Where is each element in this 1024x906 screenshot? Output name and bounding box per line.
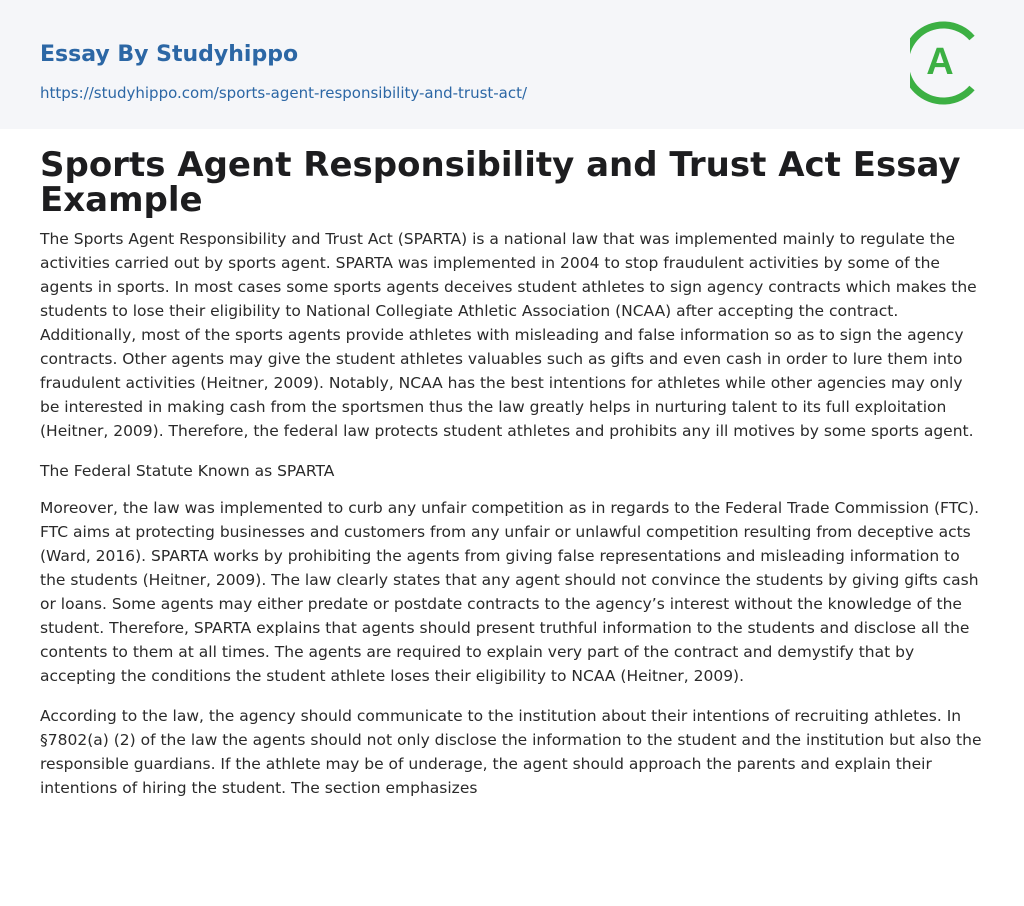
page-title: Sports Agent Responsibility and Trust Act Essay Example: [40, 145, 961, 220]
article-paragraph: The Sports Agent Responsibility and Trust Act (SPARTA) is a national law that was implemented mainly to regulate the activities carried out by sports agent. SPARTA was implemented in 2004 to stop fraudulent activities by some of the agents in sports. In most cases some sports agents deceives student athletes to sign agency contracts which makes the students to lose their eligibility to National Collegiate Athletic Association (NCAA) after accepting the contract. Additionally, most of the sports agents provide athletes with misleading and false information so as to sign the agency contracts. Other agents may give the student athletes valuables such as gifts and even cash in order to lure them into fraudulent activities (Heitner, 2009). Notably, NCAA has the best intentions for athletes while other agencies may only be interested in making cash from the sportsmen thus the law greatly helps in nurturing talent to its full exploitation (Heitner, 2009). Therefore, the federal law protects student athletes and prohibits any ill motives by some sports agent.: [40, 230, 977, 440]
logo-letter: A: [926, 41, 954, 83]
article-paragraph: According to the law, the agency should communicate to the institution about their intentions of recruiting athletes. In §7802(a) (2) of the law the agents should not only disclose the information to the student and the institution but also the responsible guardians. If the athlete may be of underage, the agent should approach the parents and explain their intentions of hiring the student. The section emphasizes: [40, 707, 982, 797]
article-paragraph: Moreover, the law was implemented to curb any unfair competition as in regards to the Federal Trade Commission (FTC). FTC aims at protecting businesses and customers from any unfair or unlawful competition resulting from deceptive acts (Ward, 2016). SPARTA works by prohibiting the agents from giving false representations and misleading information to the students (Heitner, 2009). The law clearly states that any agent should not convince the students by giving gifts cash or loans. Some agents may either predate or postdate contracts to the agency’s interest without the knowledge of the student. Therefore, SPARTA explains that agents should present truthful information to the students and disclose all the contents to them at all times. The agents are required to explain very part of the contract and demystify that by accepting the conditions the student athlete loses their eligibility to NCAA (Heitner, 2009).: [40, 499, 980, 685]
site-brand[interactable]: Essay By Studyhippo: [40, 42, 299, 67]
article: [40, 145, 984, 816]
page-url-link[interactable]: https://studyhippo.com/sports-agent-responsibility-and-trust-act/: [40, 84, 528, 102]
studyhippo-logo-icon[interactable]: [910, 18, 990, 108]
section-subheading: The Federal Statute Known as SPARTA: [40, 462, 335, 480]
site-header: [0, 0, 1024, 129]
